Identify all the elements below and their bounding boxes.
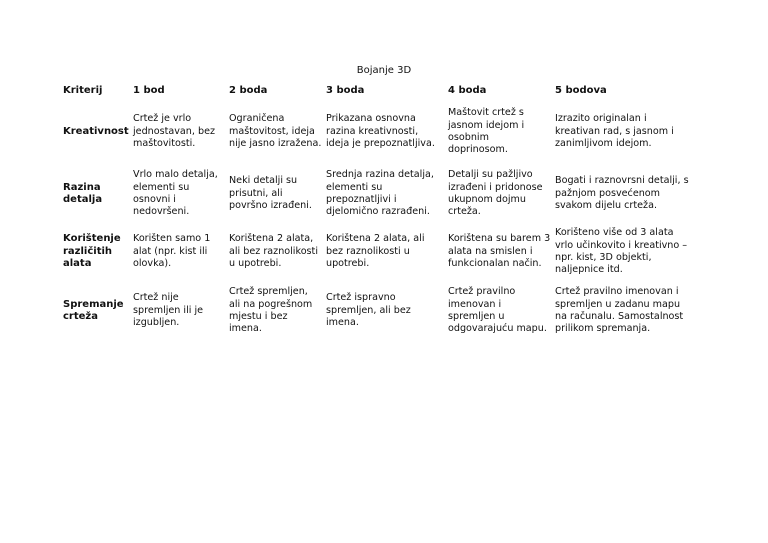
table-cell: Crtež je vrlo jednostavan, bez maštovitosti. (133, 113, 216, 150)
table-cell: Crtež pravilno imenovan i spremljen u zadanu mapu na računalu. Samostalnost prilikom spremanja. (555, 286, 684, 335)
table-cell: Maštovit crtež s jasnom idejom i osobnim doprinosom. (448, 107, 525, 156)
header-score-1: 1 bod (133, 84, 165, 96)
table-row (63, 280, 697, 342)
table-cell: Crtež pravilno imenovan i spremljen u odgovarajuću mapu. (448, 286, 547, 335)
table-cell: Srednja razina detalja, elementi su prepoznatljivi i djelomično razrađeni. (326, 169, 434, 218)
table-cell: Bogati i raznovrsni detalji, s pažnjom posvećenom svakom dijelu crteža. (555, 175, 689, 212)
header-row (63, 82, 697, 100)
rubric-table (63, 82, 697, 342)
criterion-label: Spremanje crteža (63, 298, 124, 322)
header-score-2: 2 boda (229, 84, 268, 96)
criterion-label: Kreativnost (63, 125, 129, 137)
table-row (63, 164, 697, 224)
table-cell: Vrlo malo detalja, elementi su osnovni i nedovršeni. (133, 169, 218, 218)
table-cell: Korišteno više od 3 alata vrlo učinkovito i kreativno – npr. kist, 3D objekti, naljepnice itd. (555, 227, 688, 276)
table-cell: Prikazana osnovna razina kreativnosti, ideja je prepoznatljiva. (326, 113, 435, 150)
table-cell: Izrazito originalan i kreativan rad, s jasnom i zanimljivom idejom. (555, 113, 674, 150)
table-cell: Neki detalji su prisutni, ali površno izrađeni. (229, 175, 312, 212)
criterion-label: Korištenje različitih alata (63, 233, 121, 270)
header-score-4: 4 boda (448, 84, 487, 96)
table-row (63, 100, 697, 164)
table-cell: Ograničena maštovitost, ideja nije jasno izražena. (229, 113, 322, 150)
table-row (63, 224, 697, 280)
header-score-3: 3 boda (326, 84, 365, 96)
document-title: Bojanje 3D (356, 65, 412, 76)
table-cell: Crtež spremljen, ali na pogrešnom mjestu i bez imena. (229, 286, 313, 335)
criterion-label: Razina detalja (63, 181, 103, 205)
table-cell: Korišten samo 1 alat (npr. kist ili olovka). (133, 233, 211, 270)
table-cell: Crtež ispravno spremljen, ali bez imena. (326, 292, 411, 329)
table-cell: Detalji su pažljivo izrađeni i pridonose ukupnom dojmu crteža. (448, 169, 543, 218)
header-score-5: 5 bodova (555, 84, 607, 96)
header-criterion: Kriterij (63, 84, 103, 96)
table-cell: Korištena 2 alata, ali bez raznolikosti u upotrebi. (326, 233, 425, 270)
table-cell: Crtež nije spremljen ili je izgubljen. (133, 292, 204, 329)
table-cell: Korištena 2 alata, ali bez raznolikosti u upotrebi. (229, 233, 318, 270)
table-cell: Korištena su barem 3 alata na smislen i funkcionalan način. (448, 233, 551, 270)
